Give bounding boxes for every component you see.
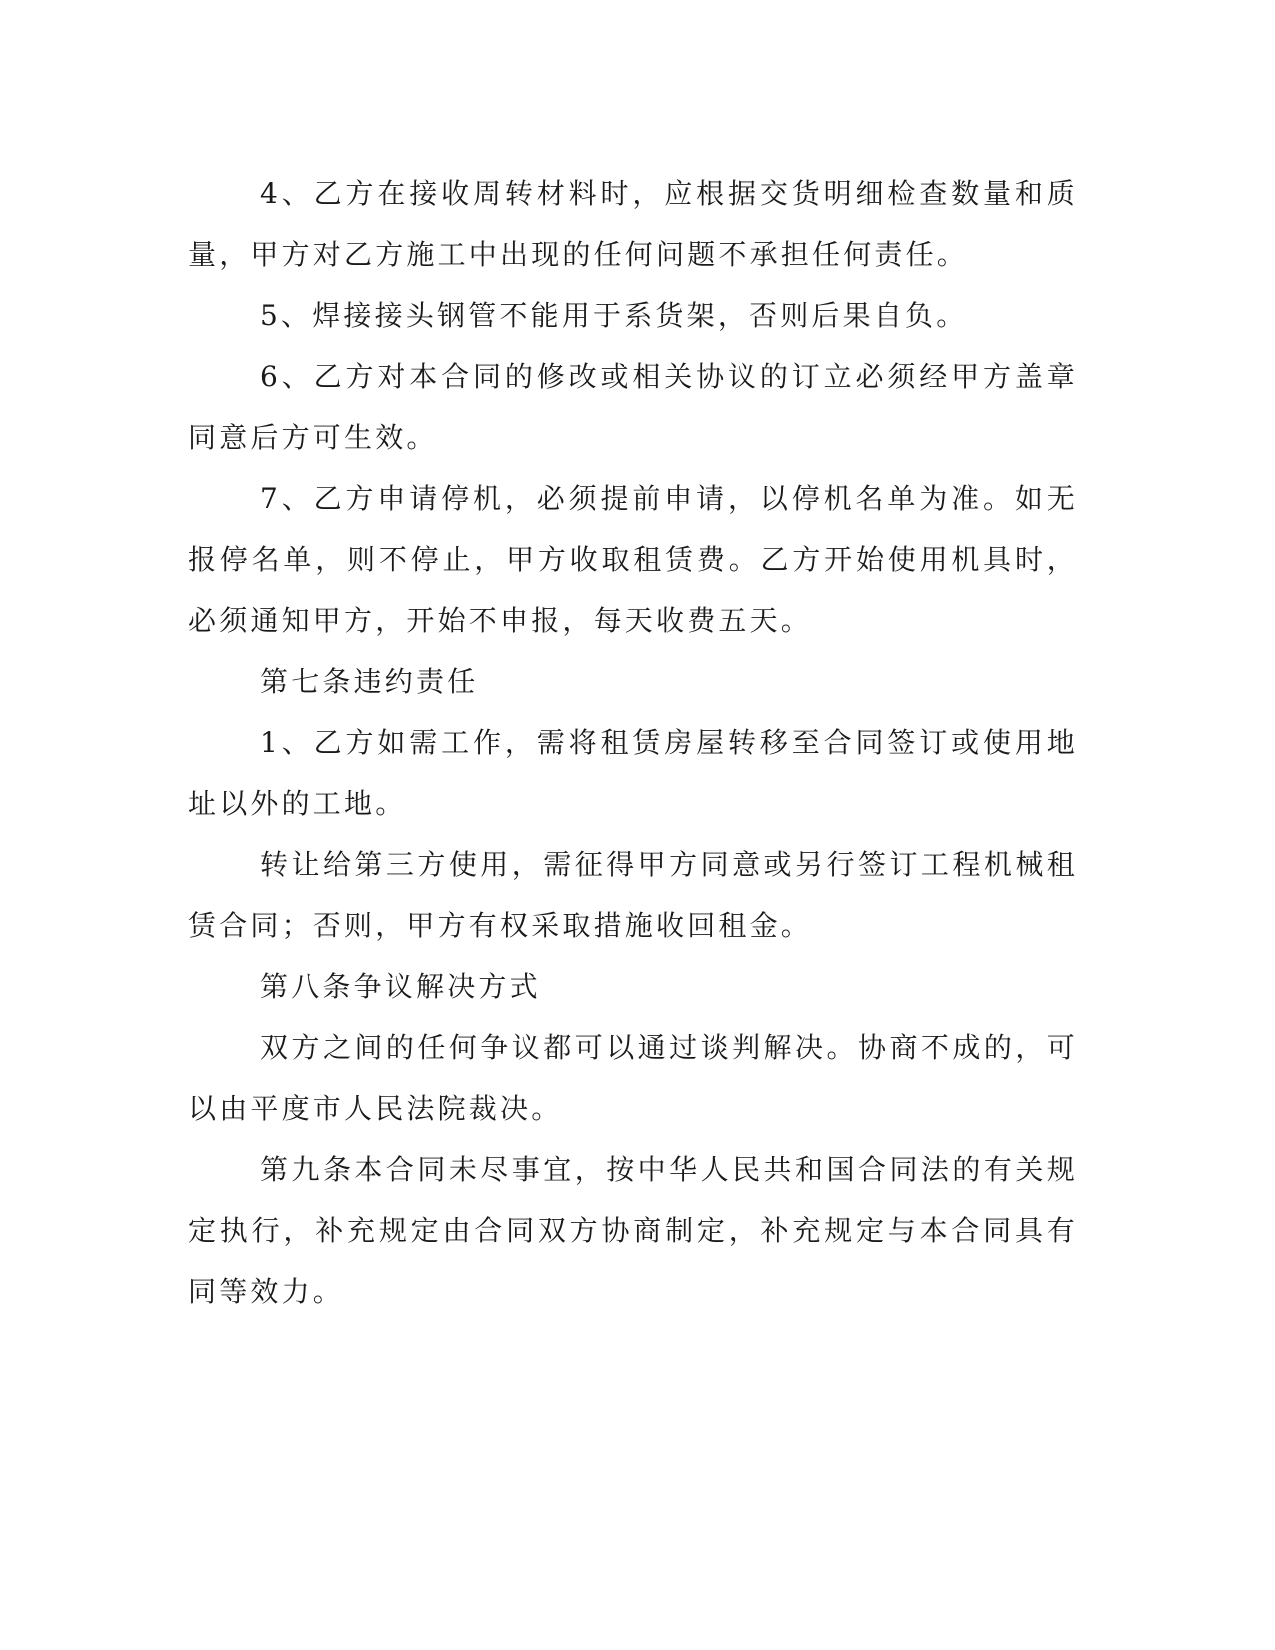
paragraph-article-9: 第九条本合同未尽事宜，按中华人民共和国合同法的有关规定执行，补充规定由合同双方协商制定，补充规定与本合同具有同等效力。 [188, 1153, 1078, 1308]
paragraph-item-6: 6、乙方对本合同的修改或相关协议的订立必须经甲方盖章同意后方可生效。 [188, 360, 1078, 454]
paragraph-item-7: 7、乙方申请停机，必须提前申请，以停机名单为准。如无报停名单，则不停止，甲方收取租赁费。乙方开始使用机具时，必须通知甲方，开始不申报，每天收费五天。 [188, 482, 1078, 637]
section-heading-article-8: 第八条争议解决方式 [260, 970, 541, 1003]
paragraph-item-4: 4、乙方在接收周转材料时，应根据交货明细检查数量和质量，甲方对乙方施工中出现的任何问题不承担任何责任。 [188, 177, 1078, 271]
document-body [188, 163, 1078, 1322]
paragraph-item-5: 5、焊接接头钢管不能用于系货架，否则后果自负。 [260, 299, 968, 332]
paragraph-transfer: 转让给第三方使用，需征得甲方同意或另行签订工程机械租赁合同；否则，甲方有权采取措施收回租金。 [188, 848, 1078, 942]
paragraph-dispute: 双方之间的任何争议都可以通过谈判解决。协商不成的，可以由平度市人民法院裁决。 [188, 1031, 1078, 1125]
paragraph-breach-item-1: 1、乙方如需工作，需将租赁房屋转移至合同签订或使用地址以外的工地。 [188, 726, 1078, 820]
section-heading-article-7: 第七条违约责任 [260, 665, 479, 698]
